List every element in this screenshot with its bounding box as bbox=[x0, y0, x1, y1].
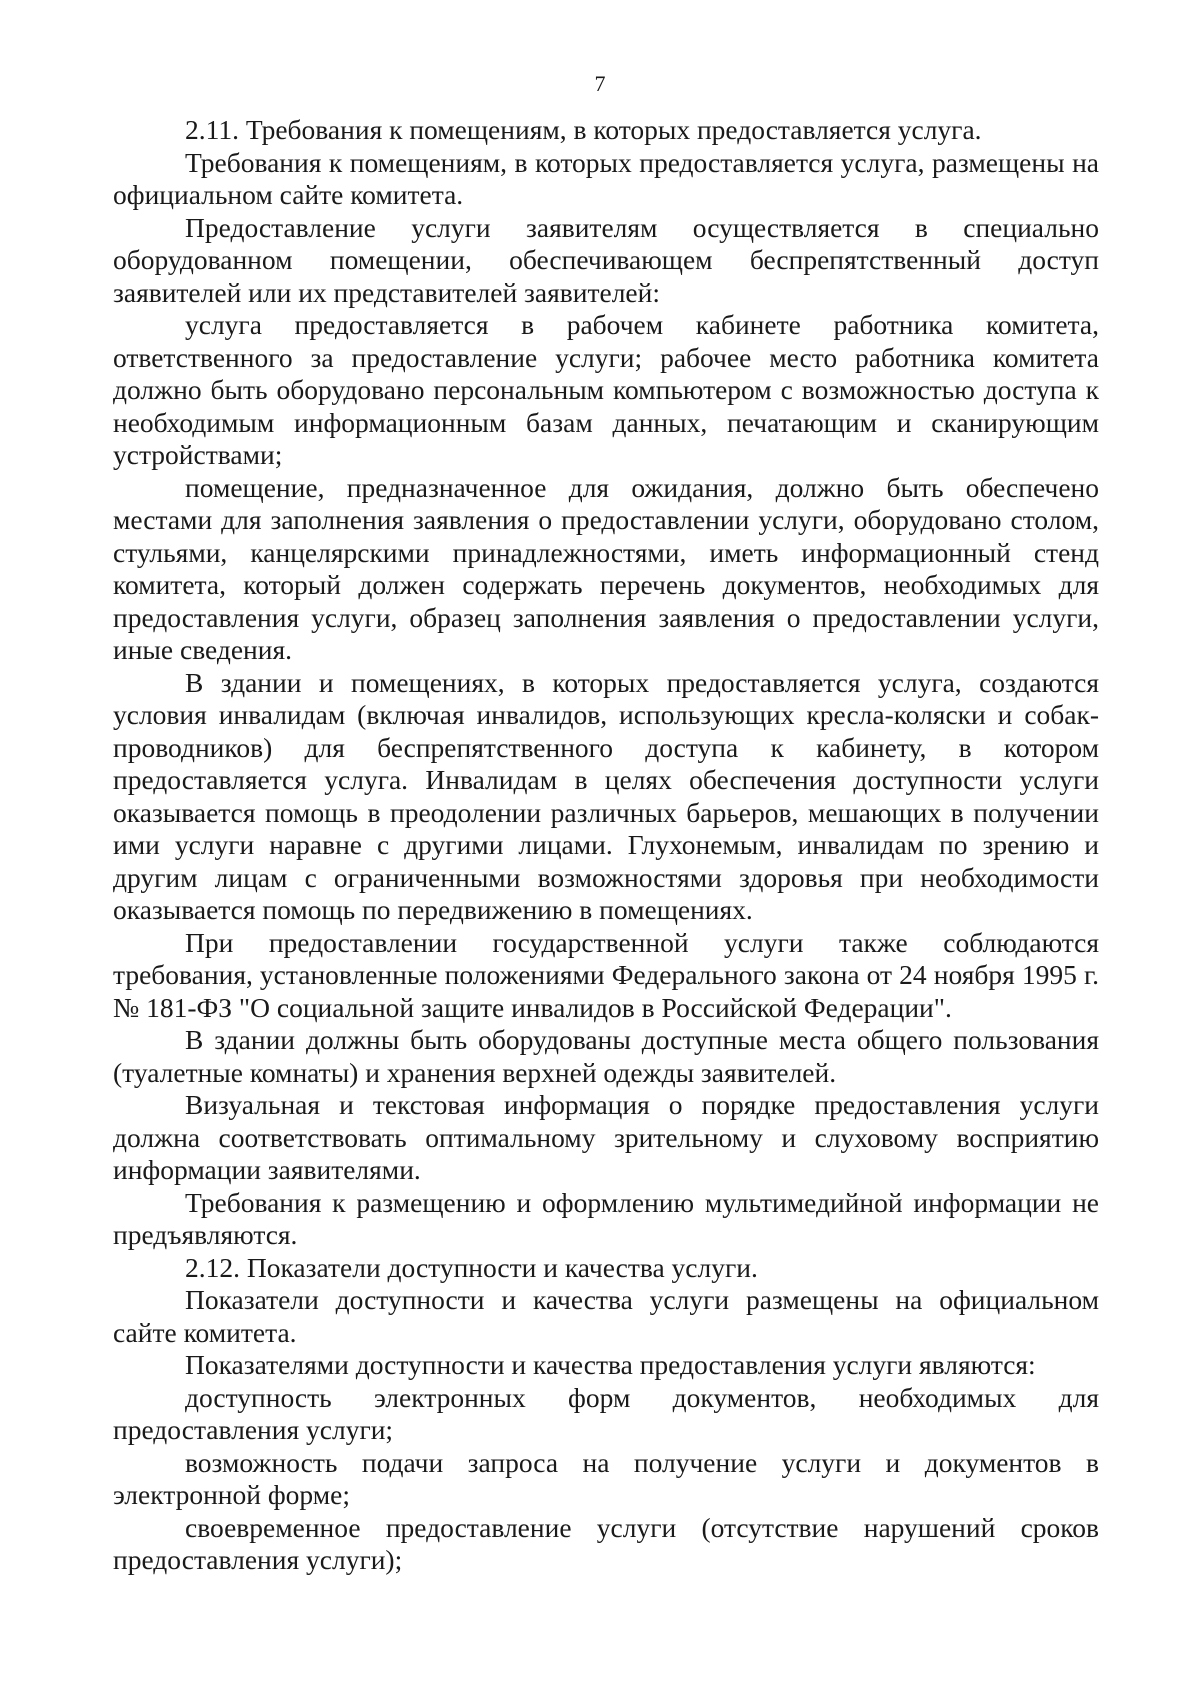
list-item: своевременное предоставление услуги (отсутствие нарушений сроков предоставления услуги); bbox=[113, 1511, 1099, 1575]
paragraph: В здании должны быть оборудованы доступные места общего пользования (туалетные комнаты) и хранения верхней одежды заявителей. bbox=[113, 1024, 1099, 1088]
paragraph: В здании и помещениях, в которых предоставляется услуга, создаются условия инвалидам (включая инвалидов, использующих кресла-коляски и собак-проводников) для беспрепятственного доступа к кабинету, в котором предоставляется услуга. Инвалидам в целях обеспечения доступности услуги оказывается помощь в преодолении различных барьеров, мешающих в получении ими услуги наравне с другими лицами. Глухонемым, инвалидам по зрению и другим лицам с ограниченными возможностями здоровья при необходимости оказывается помощь по передвижению в помещениях. bbox=[113, 666, 1099, 925]
paragraph: Показатели доступности и качества услуги размещены на официальном сайте комитета. bbox=[113, 1284, 1099, 1348]
paragraph: Предоставление услуги заявителям осуществляется в специально оборудованном помещении, обеспечивающем беспрепятственный доступ заявителей или их представителей заявителей: bbox=[113, 211, 1099, 308]
paragraph: услуга предоставляется в рабочем кабинете работника комитета, ответственного за предоставление услуги; рабочее место работника комитета должно быть оборудовано персональным компьютером с возможностью доступа к необходимым информационным базам данных, печатающим и сканирующим устройствами; bbox=[113, 309, 1099, 470]
paragraph: помещение, предназначенное для ожидания, должно быть обеспечено местами для заполнения заявления о предоставлении услуги, оборудовано столом, стульями, канцелярскими принадлежностями, иметь информационный стенд комитета, который должен содержать перечень документов, необходимых для предоставления услуги, образец заполнения заявления о предоставлении услуги, иные сведения. bbox=[113, 471, 1099, 665]
section-heading-2-11: 2.11. Требования к помещениям, в которых предоставляется услуга. bbox=[185, 114, 982, 145]
page-number: 7 bbox=[594, 71, 606, 96]
paragraph: Требования к размещению и оформлению мультимедийной информации не предъявляются. bbox=[113, 1186, 1099, 1250]
paragraph: При предоставлении государственной услуги также соблюдаются требования, установленные положениями Федерального закона от 24 ноября 1995 г. № 181-ФЗ "О социальной защите инвалидов в Российской Федерации". bbox=[113, 926, 1099, 1023]
list-item: возможность подачи запроса на получение услуги и документов в электронной форме; bbox=[113, 1446, 1099, 1510]
paragraph: Показателями доступности и качества предоставления услуги являются: bbox=[185, 1349, 1036, 1380]
list-item: доступность электронных форм документов, необходимых для предоставления услуги; bbox=[113, 1381, 1099, 1445]
paragraph: Визуальная и текстовая информация о порядке предоставления услуги должна соответствовать оптимальному зрительному и слуховому восприятию информации заявителями. bbox=[113, 1089, 1099, 1185]
paragraph: Требования к помещениям, в которых предоставляется услуга, размещены на официальном сайте комитета. bbox=[113, 146, 1099, 210]
document-body bbox=[113, 114, 1099, 1577]
section-heading-2-12: 2.12. Показатели доступности и качества услуги. bbox=[185, 1251, 758, 1283]
